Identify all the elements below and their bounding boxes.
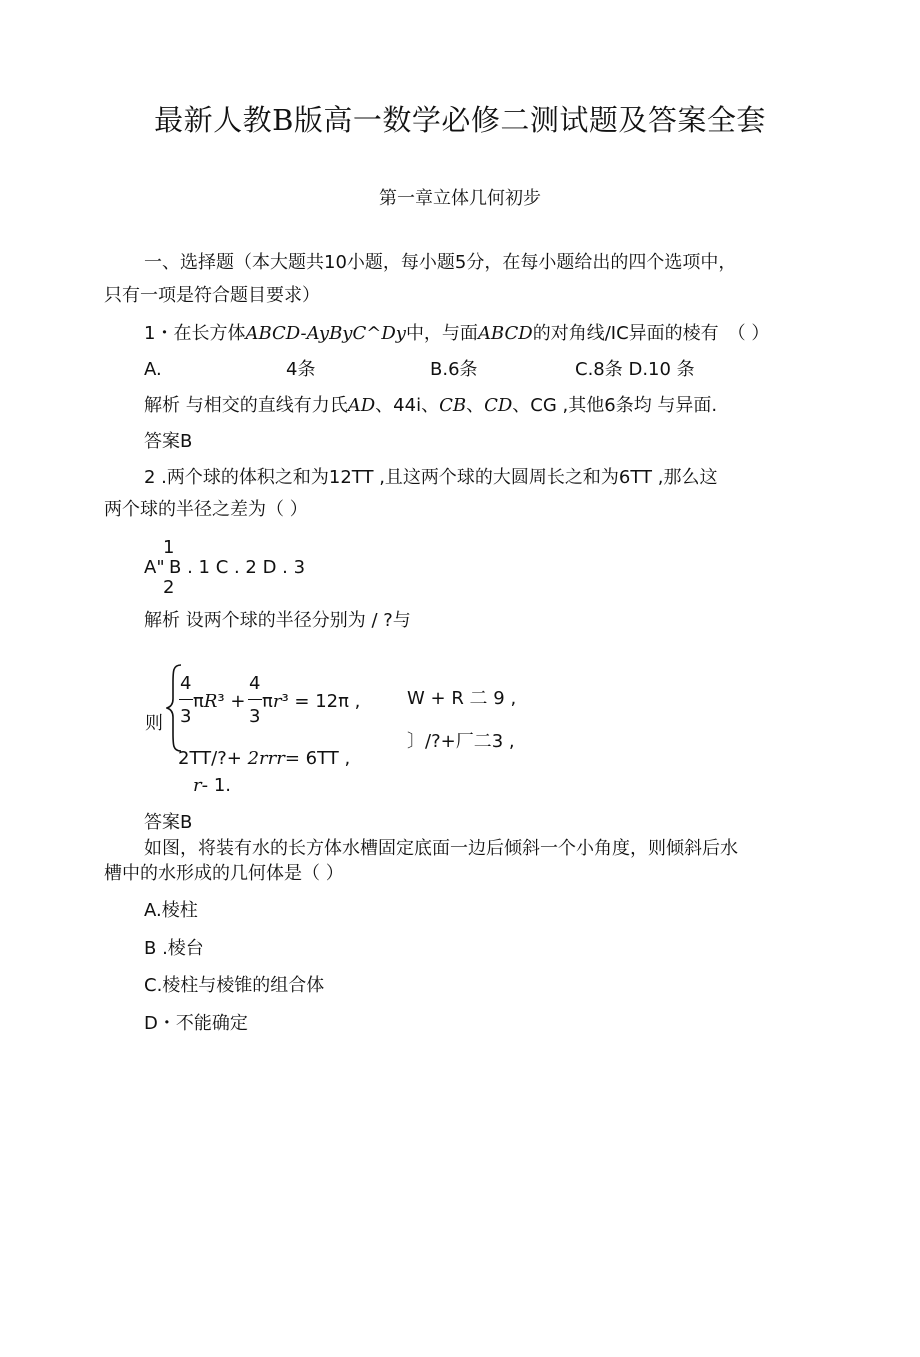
eq-result-rest: - 1.	[201, 775, 231, 796]
eq2-a: 2TT/?+	[178, 748, 248, 769]
question-3-line2: 槽中的水形成的几何体是（ ）	[104, 863, 344, 884]
q1-analysis-a: 解析 与相交的直线有力氏	[144, 395, 348, 416]
eq2-b: 2rrr=	[247, 748, 300, 769]
q1-body-ital: ABCD-AyByC^Dy	[245, 323, 406, 344]
eq-right-2: 〕/?+厂二3 ,	[407, 731, 515, 752]
document-title: 最新人教B版高一数学必修二测试题及答案全套	[154, 103, 766, 137]
q1-analysis-cb: CB	[439, 395, 467, 416]
q2-answer: 答案B	[144, 812, 193, 833]
q1-analysis	[144, 393, 717, 419]
question-2-line1: 2 .两个球的体积之和为12TT ,且这两个球的大圆周长之和为6TT ,那么这	[144, 467, 718, 488]
eq1-pi-2: π	[262, 691, 273, 712]
q1-analysis-ad: AD	[347, 395, 376, 416]
eq1-num2: 4	[249, 673, 261, 694]
eq1-den2: 3	[249, 706, 261, 727]
chapter-heading: 第一章立体几何初步	[379, 188, 541, 209]
eq2	[178, 746, 350, 772]
eq-right-1: W + R 二 9 ,	[407, 688, 517, 709]
eq1-plus: ³ +	[217, 691, 246, 712]
q1-analysis-b: 、44i、	[375, 395, 440, 416]
q1-option-a: A.	[144, 359, 162, 380]
q2-options-rest: B . 1 C . 2 D . 3	[169, 557, 306, 578]
q1-prefix: 1・在长方体	[144, 323, 246, 344]
question-2-line2: 两个球的半径之差为（ ）	[104, 499, 308, 520]
eq1-fraction-bar-2	[248, 699, 262, 700]
eq1-fraction-bar-1	[179, 699, 193, 700]
eq-result-r: r	[193, 775, 202, 796]
q1-analysis-cd: CD	[484, 395, 513, 416]
q1-face-ital: ABCD	[477, 323, 533, 344]
q3-option-b: B .棱台	[144, 938, 204, 959]
eq1-term2	[262, 689, 360, 715]
eq1-term1	[193, 689, 245, 715]
q2-option-a-numerator: 1	[163, 537, 175, 558]
q1-mid: 中，与面	[405, 323, 478, 344]
eq1-pi-1: π	[193, 691, 204, 712]
q1-option-b: B.6条	[430, 359, 478, 380]
eq1-num1: 4	[180, 673, 192, 694]
q2-analysis: 解析 设两个球的半径分别为 / ?与	[144, 610, 411, 631]
q3-option-a: A.棱柱	[144, 900, 198, 921]
q3-option-d: D・不能确定	[144, 1013, 248, 1034]
q1-analysis-c: 、CG ,其他6条均 与异面.	[512, 395, 718, 416]
question-1-stem	[144, 321, 769, 347]
q2-ze-label: 则	[145, 713, 163, 734]
eq1-R: R	[203, 691, 218, 712]
eq-result	[193, 773, 231, 799]
eq2-c: 6TT ,	[299, 748, 351, 769]
eq1-r: r	[272, 691, 282, 712]
q1-suffix: 的对角线/IC异面的棱有 （ ）	[532, 323, 770, 344]
section-heading-line2: 只有一项是符合题目要求）	[104, 285, 320, 306]
q1-analysis-sep: 、	[466, 395, 485, 416]
q1-option-a-value: 4条	[286, 359, 316, 380]
q1-answer: 答案B	[144, 431, 193, 452]
q1-option-cd: C.8条 D.10 条	[575, 359, 695, 380]
section-heading-line1: 一、选择题（本大题共10小题，每小题5分，在每小题给出的四个选项中，	[144, 252, 737, 273]
question-3-line1: 如图，将装有水的长方体水槽固定底面一边后倾斜一个小角度，则倾斜后水	[144, 838, 738, 859]
q3-option-c: C.棱柱与棱锥的组合体	[144, 975, 325, 996]
eq1-den1: 3	[180, 706, 192, 727]
q2-option-a: A"	[144, 557, 165, 578]
q2-option-a-denominator: 2	[163, 577, 175, 598]
eq1-end: ³ = 12π ,	[281, 691, 361, 712]
